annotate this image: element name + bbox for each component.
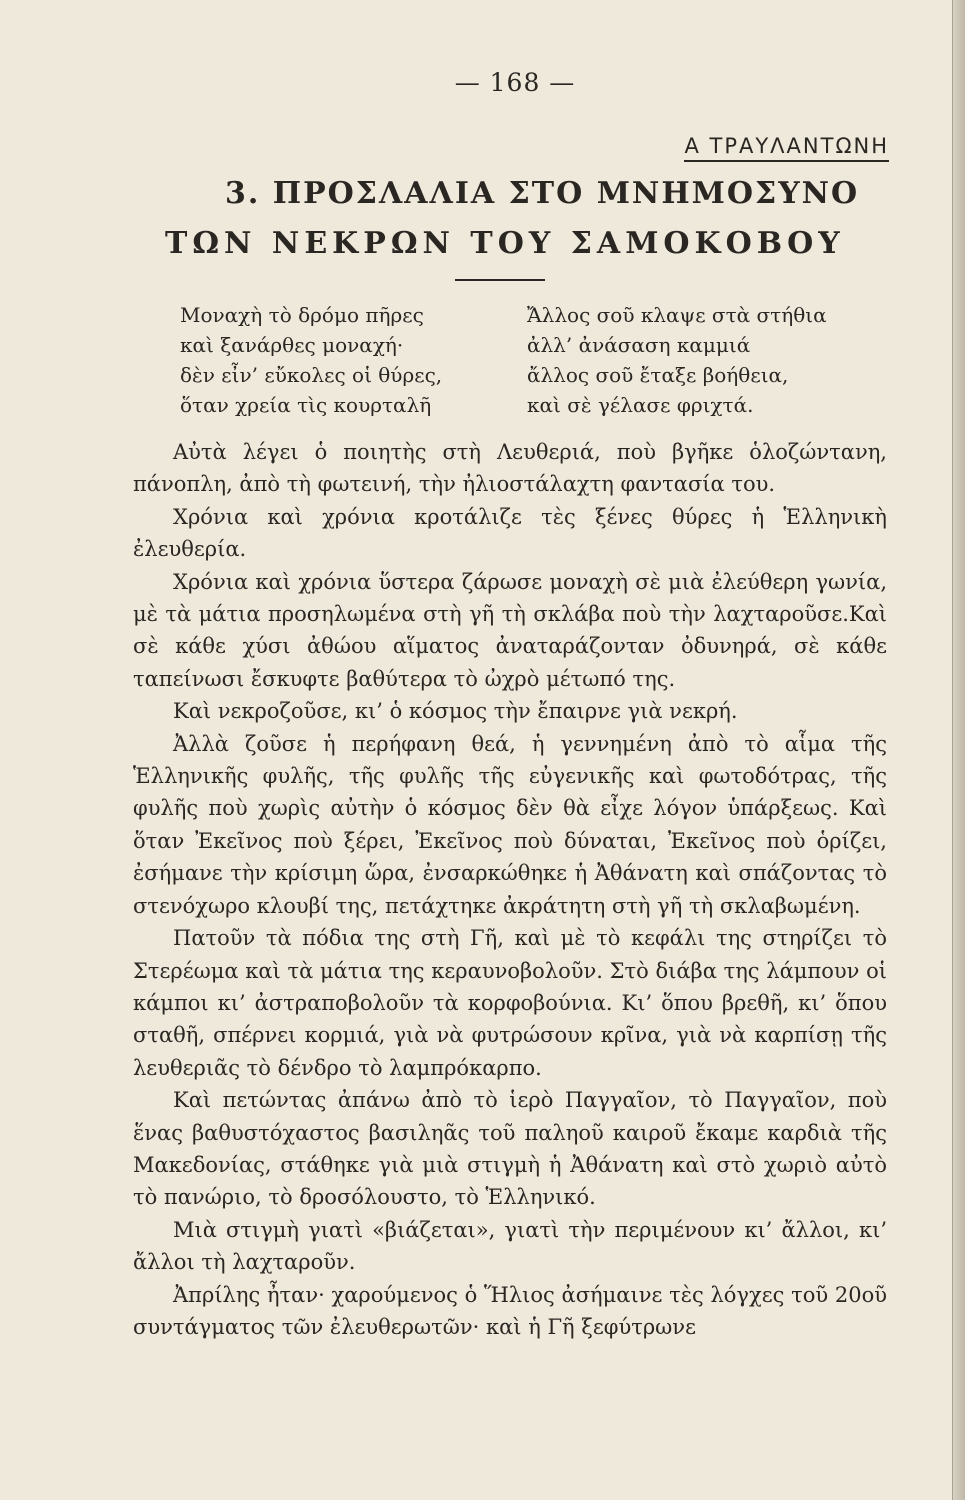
verse-line: ἀλλ’ ἀνάσαση καμμιά	[527, 333, 751, 357]
verse-line: Ἄλλος σοῦ κλαψε στὰ στήθια	[527, 303, 827, 327]
title-line-2: ΤΩΝ ΝΕΚΡΩΝ ΤΟΥ ΣΑΜΟΚΟΒΟΥ	[165, 226, 845, 261]
paragraph: Χρόνια καὶ χρόνια ὕστερα ζάρωσε μοναχὴ σὲ μιὰ ἐλεύθερη γωνία, μὲ τὰ μάτια προσηλωμένα στὴ γῆ τὴ σκλάβα ποὺ τὴν λαχταροῦσε.Καὶ σὲ κάθε χύσι ἀθώου αἵματος ἀναταράζονταν ὀδυνηρά, σὲ κάθε ταπείνωσι ἔσκυφτε βαθύτερα τὸ ὠχρὸ μέτωπό της.	[133, 569, 887, 691]
title-divider	[455, 279, 545, 281]
body-text	[133, 436, 887, 1343]
paragraph: Χρόνια καὶ χρόνια κροτάλιζε τὲς ξένες θύρες ἡ Ἑλληνικὴ ἐλευθερία.	[133, 504, 887, 562]
verse-line: ἄλλος σοῦ ἔταξε βοήθεια,	[527, 363, 789, 387]
page-number: — 168 —	[454, 68, 576, 97]
paragraph: Πατοῦν τὰ πόδια της στὴ Γῆ, καὶ μὲ τὸ κεφάλι της στηρίζει τὸ Στερέωμα καὶ τὰ μάτια της κεραυνοβολοῦν. Στὸ διάβα της λάμπουν οἱ κάμποι κι’ ἀστραποβολοῦν τὰ κορφοβούνια. Κι’ ὅπου βρεθῆ, κι’ ὅπου σταθῆ, σπέρνει κορμιά, γιὰ νὰ φυτρώσουν κρῖνα, γιὰ νὰ καρπίσῃ τῆς λευθεριᾶς τὸ δένδρο τὸ λαμπρόκαρπο.	[133, 926, 887, 1080]
title-line-1: 3. ΠΡΟΣΛΑΛΙΑ ΣΤΟ ΜΝΗΜΟΣΥΝΟ	[225, 176, 860, 211]
verse-line: Μοναχὴ τὸ δρόμο πῆρες	[180, 303, 424, 327]
verse-right-stanza	[527, 300, 827, 420]
verse-line: δὲν εἶν’ εὔκολες οἱ θύρες,	[180, 363, 443, 387]
verse-line: καὶ σὲ γέλασε φριχτά.	[527, 393, 754, 417]
paragraph: Ἀλλὰ ζοῦσε ἡ περήφανη θεά, ἡ γεννημένη ἀπὸ τὸ αἷμα τῆς Ἑλληνικῆς φυλῆς, τῆς φυλῆς τῆς εὐγενικῆς καὶ φωτοδότρας, τῆς φυλῆς ποὺ χωρὶς αὐτὴν ὁ κόσμος δὲν θὰ εἶχε λόγον ὑπάρξεως. Καὶ ὅταν Ἐκεῖνος ποὺ ξέρει, Ἐκεῖνος ποὺ δύναται, Ἐκεῖνος ποὺ ὁρίζει, ἐσήμανε τὴν κρίσιμη ὥρα, ἐνσαρκώθηκε ἡ Ἀθάνατη καὶ σπάζοντας τὸ στενόχωρο κλουβί της, πετάχτηκε ἀκράτητη στὴ γῆ τὴ σκλαβωμένη.	[133, 731, 887, 918]
verse-line: καὶ ξανάρθες μοναχή·	[180, 333, 404, 357]
author-name: Α ΤΡΑΥΛΑΝΤΩΝΗ	[684, 134, 889, 162]
paragraph: Αὐτὰ λέγει ὁ ποιητὴς στὴ Λευθεριά, ποὺ βγῆκε ὁλοζώντανη, πάνοπλη, ἀπὸ τὴ φωτεινή, τὴν ἠλιοστάλαχτη φαντασία του.	[133, 440, 887, 497]
paragraph: Καὶ νεκροζοῦσε, κι’ ὁ κόσμος τὴν ἔπαιρνε γιὰ νεκρή.	[173, 699, 738, 724]
verse-line: ὅταν χρεία τὶς κουρταλῆ	[180, 393, 432, 417]
verse-left-stanza	[180, 300, 442, 420]
paragraph: Ἀπρίλης ἦταν· χαρούμενος ὁ Ἥλιος ἀσήμαινε τὲς λόγχες τοῦ 20οῦ συντάγματος τῶν ἐλευθερωτῶν· καὶ ἡ Γῆ ξεφύτρωνε	[133, 1282, 887, 1339]
paragraph: Μιὰ στιγμὴ γιατὶ «βιάζεται», γιατὶ τὴν περιμένουν κι’ ἄλλοι, κι’ ἄλλοι τὴ λαχταροῦν.	[133, 1217, 887, 1275]
page-edge	[952, 0, 965, 1500]
paragraph: Καὶ πετώντας ἀπάνω ἀπὸ τὸ ἱερὸ Παγγαῖον, τὸ Παγγαῖον, ποὺ ἕνας βαθυστόχαστος βασιληᾶς τοῦ παληοῦ καιροῦ ἔκαμε καρδιὰ τῆς Μακεδονίας, στάθηκε γιὰ μιὰ στιγμὴ ἡ Ἀθάνατη καὶ στὸ χωριὸ αὐτὸ τὸ πανώριο, τὸ δροσόλουστο, τὸ Ἑλληνικό.	[133, 1088, 887, 1210]
